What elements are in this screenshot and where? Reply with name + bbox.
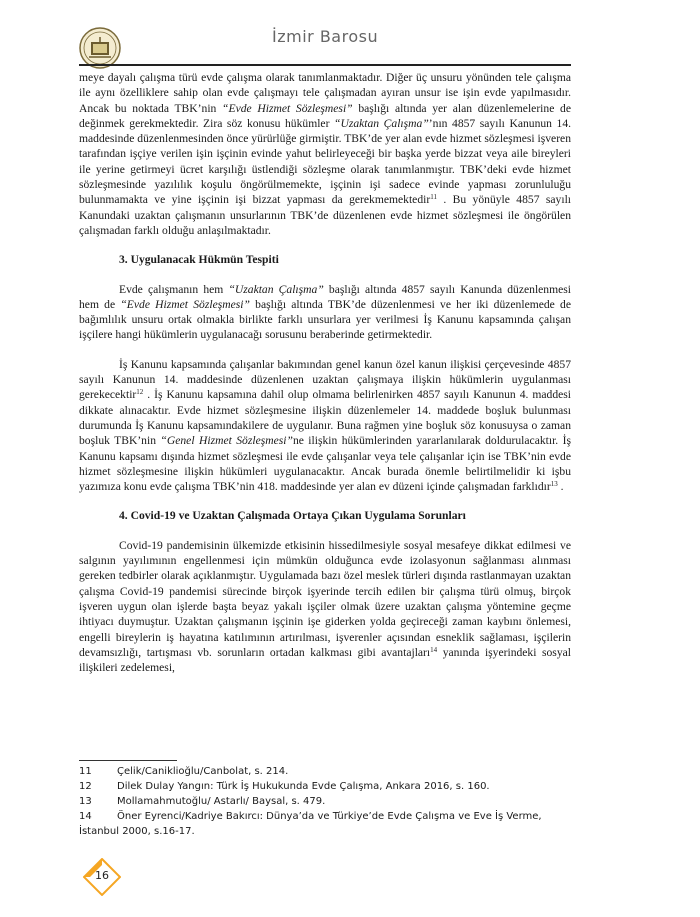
bar-association-seal-icon	[79, 27, 121, 69]
footnote-ref: 14	[430, 645, 438, 654]
header-rule	[79, 64, 571, 66]
paragraph: Covid-19 pandemisinin ülkemizde etkisinin hissedilmesiyle sosyal mesafeye dikkat edilmesi ve salgının yayılımının engellenmesi için mümkün olduğunca evde izolasyonun sağlanması alınması gereken tedbirler olarak açıklanmıştır. Uygulamada bazı özel meslek türleri dışında rastlanmayan uzaktan çalışma Covid-19 pandemisi sürecinde birçok işyerinde tercih edilen bir çalışma türü olmuş, birçok işveren uygun olan işlerde başta beyaz yakalı işçiler olmak üzere uzaktan çalışma yöntemine geçme ihtiyacı duymuştur. Uzaktan çalışmanın işçinin işe giderken yolda geçireceği zaman kaybını önlemesi, engelli bireylerin iş hayatına katılımının artırılması, işverenler açısından esneklik sağlaması, işçilerin devamsızlığı, tartışması vb. sorunların ortadan kalkması gibi avantajları$^{14}$ yanında işyerindeki sosyal ilişkileri zedelemesi,	[79, 538, 571, 675]
footnote: 13 Mollamahmutoğlu/ Astarlı/ Baysal, s. 479.	[79, 796, 326, 807]
footnote-ref: 12	[136, 388, 144, 397]
article-body	[79, 70, 571, 675]
section-heading-4: 4. Covid-19 ve Uzaktan Çalışmada Ortaya Çıkan Uygulama Sorunları	[119, 509, 466, 523]
paragraph: İş Kanunu kapsamında çalışanlar bakımından genel kanun özel kanun ilişkisi çerçevesinde 4857 sayılı Kanunun 14. maddesinde düzenlenen uzaktan çalışmaya ilişkin hükümlerin uygulanması gerekecektir$^{12}$ . İş Kanunu kapsamına dahil olup olmama belirlenirken 4857 sayılı Kanunun 4. maddesi dikkate alınacaktır. Evde hizmet sözleşmesine ilişkin düzenlemeler 14. maddede boşluk bulunması durumunda İş Kanunu kapsamındakilere de uygulanır. Buna rağmen yine boşluk söz konusuysa o zaman boşluk TBK’nin “Genel Hizmet Sözleşmesi”ne ilişkin hükümlerinden yararlanılarak doldurulacaktır. İş Kanunu kapsamı dışında hizmet sözleşmesi ile evde çalışanlar veya tele çalışanlar için ise TBK’nin evde hizmet sözleşmesine ilişkin hükümleri uygulanacaktır. Ancak burada önemle belirtilmelidir ki işbu yazımıza konu evde çalışma TBK’nin 418. maddesinde yer alan ev düzeni içinde çalışmadan farklıdır$^{13}$ .	[79, 357, 571, 494]
section-heading-3: 3. Uygulanacak Hükmün Tespiti	[119, 253, 279, 267]
footnote: 12 Dilek Dulay Yangın: Türk İş Hukukunda Evde Çalışma, Ankara 2016, s. 160.	[79, 781, 490, 792]
footnote: 11 Çelik/Caniklioğlu/Canbolat, s. 214.	[79, 766, 289, 777]
paragraph: Evde çalışmanın hem “Uzaktan Çalışma” başlığı altında 4857 sayılı Kanunda düzenlenmesi hem de “Evde Hizmet Sözleşmesi” başlığı altında TBK’de düzenlenmesi ve her iki düzenlemede de bağımlılık unsuru ortak olmakla birlikte farklı unsurlara yer verilmesi İş Kanunu kapsamında çalışan işçilere hangi hükümlerin uygulanacağı sorusunu beraberinde getirmektedir.	[79, 282, 571, 342]
header-title: İzmir Barosu	[272, 27, 379, 46]
paragraph: meye dayalı çalışma türü evde çalışma olarak tanımlanmaktadır. Diğer üç unsuru yönünden tele çalışma ile aynı özelliklere sahip olan evde çalışmayı tele çalışmadan ayıran unsur ise işin evde yapılmasıdır. Ancak bu noktada TBK’nin “Evde Hizmet Sözleşmesi” başlığı altında yer alan düzenlemelerine de değinmek gerekmektedir. Zira söz konusu hükümler “Uzaktan Çalışma”’nın 4857 sayılı Kanunun 14. maddesinde düzenlenmesinden önce yürürlüğe girmiştir. TBK’de yer alan evde hizmet sözleşmesi işveren tarafından işçiye verilen işin işçinin evinde yahut belirleyeceği bir başka yerde bizzat veya aile bireyleri ile yerine getirmeyi ücret karşılığı üstlendiği sözleşme olarak tanımlanmıştır. TBK’deki evde hizmet sözleşmesinde yazılılık koşulu öngörülmemekte, işçinin işi sadece evinde yapması zorunluluğu bulunmamakta ve yine işçinin işi bizzat yapması da gerekmemektedir$^{11}$ . Bu yönüyle 4857 sayılı Kanundaki uzaktan çalışmanın unsurlarının TBK’de düzenlenen evde hizmet sözleşmesi ile öngörülen çalışmadan farklı olduğu anlaşılmaktadır.	[79, 71, 572, 237]
footnote-rule	[79, 760, 177, 761]
footnotes	[79, 764, 571, 839]
footnote-ref: 13	[550, 480, 558, 489]
footnote: 14 Öner Eyrenci/Kadriye Bakırcı: Dünya’da ve Türkiye’de Evde Çalışma ve Eve İş Verme, İstanbul 2000, s.16-17.	[79, 811, 542, 837]
page-number: 16	[95, 869, 109, 882]
footnote-ref: 11	[430, 193, 437, 202]
